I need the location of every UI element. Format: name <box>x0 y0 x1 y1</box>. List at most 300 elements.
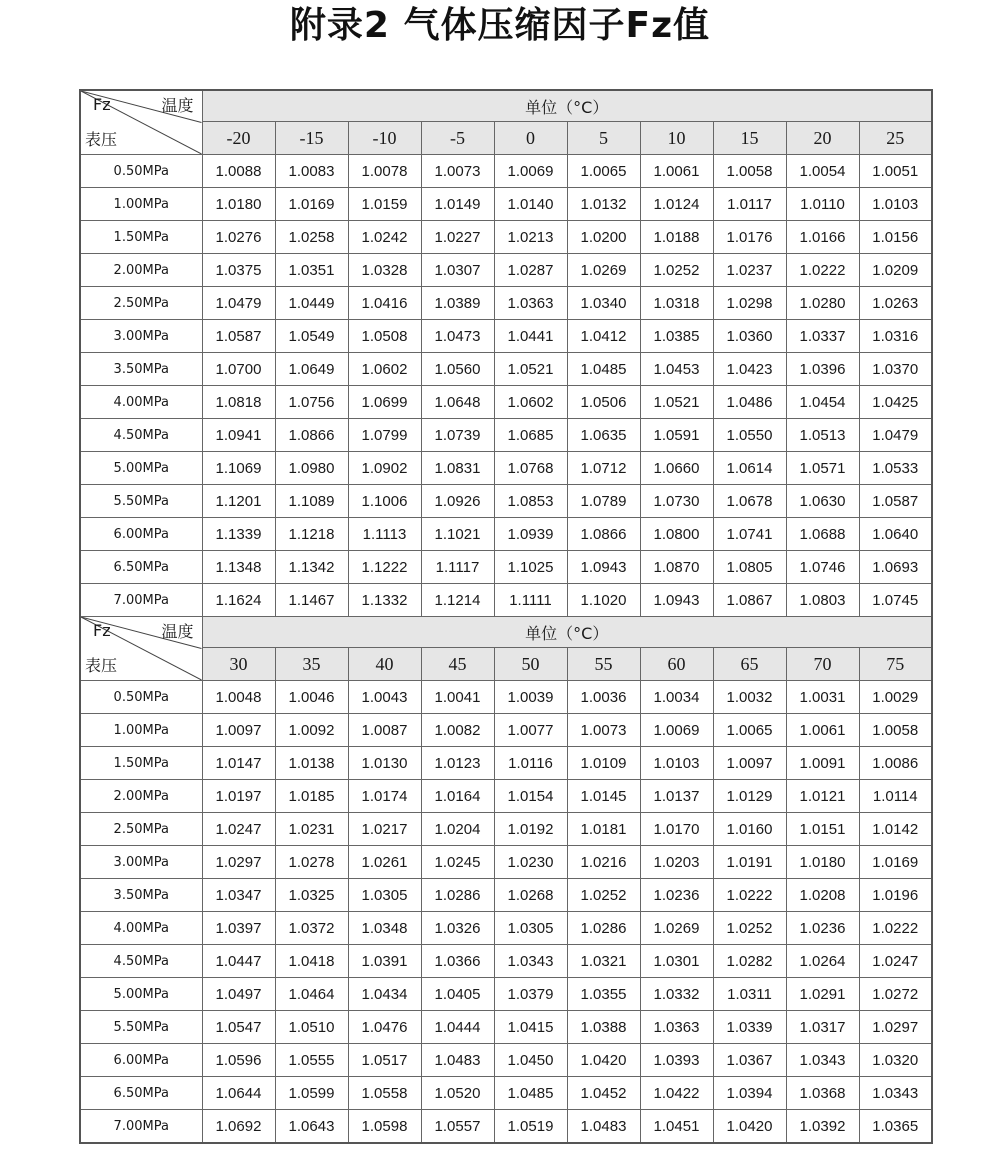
fz-value-cell: 1.0305 <box>494 912 567 945</box>
fz-value-cell: 1.0151 <box>786 813 859 846</box>
fz-value-cell: 1.0348 <box>348 912 421 945</box>
fz-value-cell: 1.0497 <box>202 978 275 1011</box>
fz-value-cell: 1.0591 <box>640 419 713 452</box>
fz-value-cell: 1.0142 <box>859 813 932 846</box>
fz-value-cell: 1.0340 <box>567 287 640 320</box>
fz-value-cell: 1.1089 <box>275 485 348 518</box>
temperature-header-cell: 60 <box>640 648 713 681</box>
table-row <box>80 1011 932 1044</box>
fz-value-cell: 1.0264 <box>786 945 859 978</box>
fz-value-cell: 1.0739 <box>421 419 494 452</box>
fz-value-cell: 1.0169 <box>275 188 348 221</box>
fz-value-cell: 1.0116 <box>494 747 567 780</box>
fz-value-cell: 1.0391 <box>348 945 421 978</box>
fz-value-cell: 1.0278 <box>275 846 348 879</box>
pressure-cell: 4.00MPa <box>80 386 202 419</box>
fz-value-cell: 1.0943 <box>640 584 713 617</box>
fz-value-cell: 1.0272 <box>859 978 932 1011</box>
fz-value-cell: 1.0154 <box>494 780 567 813</box>
fz-value-cell: 1.0209 <box>859 254 932 287</box>
fz-value-cell: 1.0091 <box>786 747 859 780</box>
fz-value-cell: 1.0036 <box>567 681 640 714</box>
fz-value-cell: 1.0483 <box>421 1044 494 1077</box>
fz-value-cell: 1.0418 <box>275 945 348 978</box>
temperature-header-cell: -15 <box>275 122 348 155</box>
fz-value-cell: 1.0420 <box>713 1110 786 1144</box>
fz-value-cell: 1.0372 <box>275 912 348 945</box>
fz-value-cell: 1.0423 <box>713 353 786 386</box>
fz-value-cell: 1.0799 <box>348 419 421 452</box>
fz-value-cell: 1.0630 <box>786 485 859 518</box>
fz-value-cell: 1.0065 <box>713 714 786 747</box>
fz-value-cell: 1.0326 <box>421 912 494 945</box>
fz-value-cell: 1.0088 <box>202 155 275 188</box>
fz-value-cell: 1.0058 <box>713 155 786 188</box>
fz-value-cell: 1.0926 <box>421 485 494 518</box>
fz-value-cell: 1.0506 <box>567 386 640 419</box>
fz-value-cell: 1.0138 <box>275 747 348 780</box>
fz-value-cell: 1.0393 <box>640 1044 713 1077</box>
fz-value-cell: 1.0087 <box>348 714 421 747</box>
fz-value-cell: 1.0375 <box>202 254 275 287</box>
corner-temp-label: 温度 <box>161 622 194 641</box>
pressure-cell: 1.00MPa <box>80 714 202 747</box>
fz-value-cell: 1.0768 <box>494 452 567 485</box>
fz-value-cell: 1.0321 <box>567 945 640 978</box>
fz-value-cell: 1.0339 <box>713 1011 786 1044</box>
fz-value-cell: 1.1201 <box>202 485 275 518</box>
fz-value-cell: 1.0276 <box>202 221 275 254</box>
pressure-cell: 4.50MPa <box>80 945 202 978</box>
fz-value-cell: 1.0649 <box>275 353 348 386</box>
fz-value-cell: 1.0980 <box>275 452 348 485</box>
table-row <box>80 1077 932 1110</box>
table-row <box>80 813 932 846</box>
fz-value-cell: 1.0145 <box>567 780 640 813</box>
fz-value-cell: 1.0416 <box>348 287 421 320</box>
pressure-cell: 7.00MPa <box>80 584 202 617</box>
fz-value-cell: 1.0587 <box>202 320 275 353</box>
fz-value-cell: 1.0287 <box>494 254 567 287</box>
fz-value-cell: 1.0557 <box>421 1110 494 1144</box>
fz-value-cell: 1.0280 <box>786 287 859 320</box>
fz-value-cell: 1.0644 <box>202 1077 275 1110</box>
fz-value-cell: 1.0660 <box>640 452 713 485</box>
fz-value-cell: 1.0077 <box>494 714 567 747</box>
fz-value-cell: 1.0082 <box>421 714 494 747</box>
fz-value-cell: 1.0269 <box>567 254 640 287</box>
fz-value-cell: 1.0678 <box>713 485 786 518</box>
fz-value-cell: 1.0635 <box>567 419 640 452</box>
pressure-cell: 1.50MPa <box>80 747 202 780</box>
fz-value-cell: 1.0598 <box>348 1110 421 1144</box>
fz-value-cell: 1.0941 <box>202 419 275 452</box>
pressure-cell: 1.50MPa <box>80 221 202 254</box>
fz-value-cell: 1.0405 <box>421 978 494 1011</box>
fz-value-cell: 1.0602 <box>348 353 421 386</box>
fz-value-cell: 1.0156 <box>859 221 932 254</box>
corner-fz-label: Fz <box>93 621 111 640</box>
fz-value-cell: 1.0479 <box>202 287 275 320</box>
fz-value-cell: 1.0188 <box>640 221 713 254</box>
fz-value-cell: 1.0124 <box>640 188 713 221</box>
corner-header-cell <box>80 617 202 681</box>
table-row <box>80 353 932 386</box>
fz-value-cell: 1.0320 <box>859 1044 932 1077</box>
table-row <box>80 747 932 780</box>
fz-value-cell: 1.0643 <box>275 1110 348 1144</box>
fz-value-cell: 1.0756 <box>275 386 348 419</box>
fz-value-cell: 1.0640 <box>859 518 932 551</box>
temperature-header-cell: 0 <box>494 122 567 155</box>
fz-value-cell: 1.0614 <box>713 452 786 485</box>
table-row <box>80 1110 932 1144</box>
temperature-header-cell: 40 <box>348 648 421 681</box>
fz-value-cell: 1.1222 <box>348 551 421 584</box>
fz-value-cell: 1.0147 <box>202 747 275 780</box>
table-row <box>80 221 932 254</box>
fz-value-cell: 1.0520 <box>421 1077 494 1110</box>
fz-value-cell: 1.0263 <box>859 287 932 320</box>
fz-value-cell: 1.1214 <box>421 584 494 617</box>
fz-value-cell: 1.1342 <box>275 551 348 584</box>
pressure-cell: 5.50MPa <box>80 485 202 518</box>
fz-value-cell: 1.0712 <box>567 452 640 485</box>
corner-pressure-label: 表压 <box>85 130 118 149</box>
fz-value-cell: 1.0347 <box>202 879 275 912</box>
fz-value-cell: 1.1467 <box>275 584 348 617</box>
fz-value-cell: 1.0086 <box>859 747 932 780</box>
table-row <box>80 1044 932 1077</box>
pressure-cell: 0.50MPa <box>80 681 202 714</box>
fz-value-cell: 1.0242 <box>348 221 421 254</box>
fz-value-cell: 1.0282 <box>713 945 786 978</box>
fz-value-cell: 1.0117 <box>713 188 786 221</box>
fz-value-cell: 1.0160 <box>713 813 786 846</box>
table-row <box>80 188 932 221</box>
unit-header: 单位（°C） <box>202 90 932 122</box>
temperature-header-cell: 70 <box>786 648 859 681</box>
fz-value-cell: 1.0222 <box>713 879 786 912</box>
fz-value-cell: 1.0252 <box>567 879 640 912</box>
temperature-header-cell: 30 <box>202 648 275 681</box>
fz-value-cell: 1.0196 <box>859 879 932 912</box>
fz-value-cell: 1.0370 <box>859 353 932 386</box>
fz-value-cell: 1.0169 <box>859 846 932 879</box>
fz-value-cell: 1.0483 <box>567 1110 640 1144</box>
fz-value-cell: 1.0587 <box>859 485 932 518</box>
temperature-header-cell: 75 <box>859 648 932 681</box>
table-row <box>80 485 932 518</box>
table-row <box>80 584 932 617</box>
fz-value-cell: 1.0291 <box>786 978 859 1011</box>
pressure-cell: 2.00MPa <box>80 254 202 287</box>
fz-value-cell: 1.0441 <box>494 320 567 353</box>
fz-value-cell: 1.0197 <box>202 780 275 813</box>
temperature-header-cell: 25 <box>859 122 932 155</box>
fz-value-cell: 1.0316 <box>859 320 932 353</box>
pressure-cell: 7.00MPa <box>80 1110 202 1144</box>
temperature-header-cell: 15 <box>713 122 786 155</box>
fz-value-cell: 1.0123 <box>421 747 494 780</box>
fz-value-cell: 1.0176 <box>713 221 786 254</box>
fz-value-cell: 1.1006 <box>348 485 421 518</box>
fz-value-cell: 1.0367 <box>713 1044 786 1077</box>
fz-value-cell: 1.0034 <box>640 681 713 714</box>
temperature-header-cell: -20 <box>202 122 275 155</box>
fz-value-cell: 1.0464 <box>275 978 348 1011</box>
fz-value-cell: 1.0397 <box>202 912 275 945</box>
fz-value-cell: 1.0602 <box>494 386 567 419</box>
fz-value-cell: 1.1020 <box>567 584 640 617</box>
corner-header-cell <box>80 90 202 155</box>
fz-value-cell: 1.0269 <box>640 912 713 945</box>
fz-value-cell: 1.0041 <box>421 681 494 714</box>
fz-value-cell: 1.0247 <box>202 813 275 846</box>
fz-value-cell: 1.0213 <box>494 221 567 254</box>
fz-value-cell: 1.0454 <box>786 386 859 419</box>
fz-value-cell: 1.0508 <box>348 320 421 353</box>
corner-fz-label: Fz <box>93 95 111 114</box>
fz-value-cell: 1.0939 <box>494 518 567 551</box>
fz-value-cell: 1.0130 <box>348 747 421 780</box>
fz-value-cell: 1.0805 <box>713 551 786 584</box>
fz-value-cell: 1.0479 <box>859 419 932 452</box>
fz-value-cell: 1.0693 <box>859 551 932 584</box>
fz-value-cell: 1.0388 <box>567 1011 640 1044</box>
fz-value-cell: 1.0231 <box>275 813 348 846</box>
table-row <box>80 912 932 945</box>
fz-value-cell: 1.0305 <box>348 879 421 912</box>
temperature-header-cell: 5 <box>567 122 640 155</box>
temperature-header-cell: 35 <box>275 648 348 681</box>
fz-value-cell: 1.0420 <box>567 1044 640 1077</box>
fz-value-cell: 1.0097 <box>202 714 275 747</box>
fz-value-cell: 1.0180 <box>202 188 275 221</box>
pressure-cell: 4.00MPa <box>80 912 202 945</box>
fz-value-cell: 1.0031 <box>786 681 859 714</box>
fz-value-cell: 1.0230 <box>494 846 567 879</box>
fz-value-cell: 1.1069 <box>202 452 275 485</box>
table-row <box>80 551 932 584</box>
fz-value-cell: 1.0700 <box>202 353 275 386</box>
pressure-cell: 1.00MPa <box>80 188 202 221</box>
fz-value-cell: 1.0450 <box>494 1044 567 1077</box>
fz-value-cell: 1.0174 <box>348 780 421 813</box>
pressure-cell: 0.50MPa <box>80 155 202 188</box>
fz-value-cell: 1.0549 <box>275 320 348 353</box>
table-row <box>80 978 932 1011</box>
fz-value-cell: 1.0599 <box>275 1077 348 1110</box>
fz-value-cell: 1.1117 <box>421 551 494 584</box>
fz-value-cell: 1.0236 <box>786 912 859 945</box>
pressure-cell: 6.00MPa <box>80 1044 202 1077</box>
temperature-header-row <box>80 122 932 155</box>
pressure-cell: 3.00MPa <box>80 320 202 353</box>
fz-value-cell: 1.0343 <box>859 1077 932 1110</box>
fz-value-cell: 1.0114 <box>859 780 932 813</box>
fz-value-cell: 1.0366 <box>421 945 494 978</box>
fz-value-cell: 1.0368 <box>786 1077 859 1110</box>
table-row <box>80 879 932 912</box>
fz-value-cell: 1.0109 <box>567 747 640 780</box>
fz-value-cell: 1.0648 <box>421 386 494 419</box>
table-row <box>80 155 932 188</box>
fz-value-cell: 1.0800 <box>640 518 713 551</box>
fz-value-cell: 1.0286 <box>421 879 494 912</box>
fz-value-cell: 1.0745 <box>859 584 932 617</box>
fz-value-cell: 1.1111 <box>494 584 567 617</box>
fz-value-cell: 1.0343 <box>494 945 567 978</box>
fz-value-cell: 1.0449 <box>275 287 348 320</box>
pressure-cell: 6.50MPa <box>80 551 202 584</box>
fz-value-cell: 1.0061 <box>640 155 713 188</box>
fz-value-cell: 1.0853 <box>494 485 567 518</box>
fz-value-cell: 1.0103 <box>640 747 713 780</box>
fz-value-cell: 1.0203 <box>640 846 713 879</box>
temperature-header-cell: 50 <box>494 648 567 681</box>
fz-value-cell: 1.0379 <box>494 978 567 1011</box>
fz-value-cell: 1.0510 <box>275 1011 348 1044</box>
fz-value-cell: 1.0485 <box>494 1077 567 1110</box>
fz-value-cell: 1.0363 <box>640 1011 713 1044</box>
fz-value-cell: 1.0132 <box>567 188 640 221</box>
fz-value-cell: 1.0046 <box>275 681 348 714</box>
fz-value-cell: 1.0204 <box>421 813 494 846</box>
temperature-header-row <box>80 648 932 681</box>
unit-header: 单位（°C） <box>202 617 932 648</box>
fz-value-cell: 1.0043 <box>348 681 421 714</box>
fz-value-cell: 1.0571 <box>786 452 859 485</box>
fz-value-cell: 1.0092 <box>275 714 348 747</box>
fz-value-cell: 1.0121 <box>786 780 859 813</box>
fz-value-cell: 1.0818 <box>202 386 275 419</box>
fz-value-cell: 1.0803 <box>786 584 859 617</box>
fz-value-cell: 1.0103 <box>859 188 932 221</box>
fz-value-cell: 1.0083 <box>275 155 348 188</box>
fz-value-cell: 1.0032 <box>713 681 786 714</box>
fz-value-cell: 1.0301 <box>640 945 713 978</box>
fz-value-cell: 1.0555 <box>275 1044 348 1077</box>
temperature-header-cell: 55 <box>567 648 640 681</box>
fz-value-cell: 1.0519 <box>494 1110 567 1144</box>
fz-value-cell: 1.0688 <box>786 518 859 551</box>
fz-value-cell: 1.0699 <box>348 386 421 419</box>
fz-value-cell: 1.0392 <box>786 1110 859 1144</box>
table-row <box>80 945 932 978</box>
page-title: 附录2 气体压缩因子Fz值 <box>289 5 711 46</box>
fz-value-cell: 1.0351 <box>275 254 348 287</box>
fz-value-cell: 1.0217 <box>348 813 421 846</box>
fz-value-cell: 1.0943 <box>567 551 640 584</box>
fz-value-cell: 1.0363 <box>494 287 567 320</box>
fz-value-cell: 1.0065 <box>567 155 640 188</box>
fz-value-cell: 1.0245 <box>421 846 494 879</box>
fz-value-cell: 1.0137 <box>640 780 713 813</box>
fz-value-cell: 1.0078 <box>348 155 421 188</box>
fz-value-cell: 1.0185 <box>275 780 348 813</box>
fz-value-cell: 1.0558 <box>348 1077 421 1110</box>
pressure-cell: 3.00MPa <box>80 846 202 879</box>
fz-value-cell: 1.0252 <box>713 912 786 945</box>
fz-value-cell: 1.1332 <box>348 584 421 617</box>
temperature-header-cell: 10 <box>640 122 713 155</box>
fz-value-cell: 1.0328 <box>348 254 421 287</box>
fz-value-cell: 1.0365 <box>859 1110 932 1144</box>
table-row <box>80 780 932 813</box>
fz-value-cell: 1.0073 <box>421 155 494 188</box>
fz-value-cell: 1.0191 <box>713 846 786 879</box>
fz-value-cell: 1.0394 <box>713 1077 786 1110</box>
fz-value-cell: 1.0425 <box>859 386 932 419</box>
fz-value-cell: 1.0268 <box>494 879 567 912</box>
table-row <box>80 452 932 485</box>
pressure-cell: 5.50MPa <box>80 1011 202 1044</box>
temperature-header-cell: 45 <box>421 648 494 681</box>
fz-value-cell: 1.0831 <box>421 452 494 485</box>
fz-value-cell: 1.0048 <box>202 681 275 714</box>
fz-value-cell: 1.0550 <box>713 419 786 452</box>
table-row <box>80 681 932 714</box>
fz-value-cell: 1.0870 <box>640 551 713 584</box>
fz-value-cell: 1.0692 <box>202 1110 275 1144</box>
fz-value-cell: 1.0297 <box>202 846 275 879</box>
fz-value-cell: 1.0517 <box>348 1044 421 1077</box>
fz-value-cell: 1.0513 <box>786 419 859 452</box>
fz-value-cell: 1.0247 <box>859 945 932 978</box>
fz-value-cell: 1.0317 <box>786 1011 859 1044</box>
fz-value-cell: 1.0222 <box>859 912 932 945</box>
fz-value-cell: 1.0452 <box>567 1077 640 1110</box>
table-row <box>80 254 932 287</box>
fz-value-cell: 1.1218 <box>275 518 348 551</box>
fz-value-cell: 1.1348 <box>202 551 275 584</box>
section-header-row <box>80 617 932 648</box>
fz-value-cell: 1.0318 <box>640 287 713 320</box>
fz-value-cell: 1.0261 <box>348 846 421 879</box>
pressure-cell: 5.00MPa <box>80 978 202 1011</box>
fz-value-cell: 1.0343 <box>786 1044 859 1077</box>
fz-value-cell: 1.0252 <box>640 254 713 287</box>
table-row <box>80 714 932 747</box>
temperature-header-cell: 65 <box>713 648 786 681</box>
fz-value-cell: 1.0385 <box>640 320 713 353</box>
fz-value-cell: 1.0741 <box>713 518 786 551</box>
fz-value-cell: 1.0434 <box>348 978 421 1011</box>
fz-value-cell: 1.0355 <box>567 978 640 1011</box>
fz-value-cell: 1.0337 <box>786 320 859 353</box>
fz-value-cell: 1.0236 <box>640 879 713 912</box>
fz-value-cell: 1.1624 <box>202 584 275 617</box>
temperature-header-cell: -5 <box>421 122 494 155</box>
corner-temp-label: 温度 <box>161 96 194 115</box>
fz-value-cell: 1.0061 <box>786 714 859 747</box>
fz-value-cell: 1.0311 <box>713 978 786 1011</box>
fz-value-cell: 1.0422 <box>640 1077 713 1110</box>
fz-value-cell: 1.0451 <box>640 1110 713 1144</box>
corner-pressure-label: 表压 <box>85 656 118 675</box>
fz-value-cell: 1.0596 <box>202 1044 275 1077</box>
fz-value-cell: 1.0149 <box>421 188 494 221</box>
table-row <box>80 846 932 879</box>
pressure-cell: 2.00MPa <box>80 780 202 813</box>
fz-value-cell: 1.0166 <box>786 221 859 254</box>
fz-value-cell: 1.0547 <box>202 1011 275 1044</box>
pressure-cell: 6.00MPa <box>80 518 202 551</box>
fz-table <box>79 89 933 1144</box>
fz-value-cell: 1.0685 <box>494 419 567 452</box>
fz-value-cell: 1.0170 <box>640 813 713 846</box>
